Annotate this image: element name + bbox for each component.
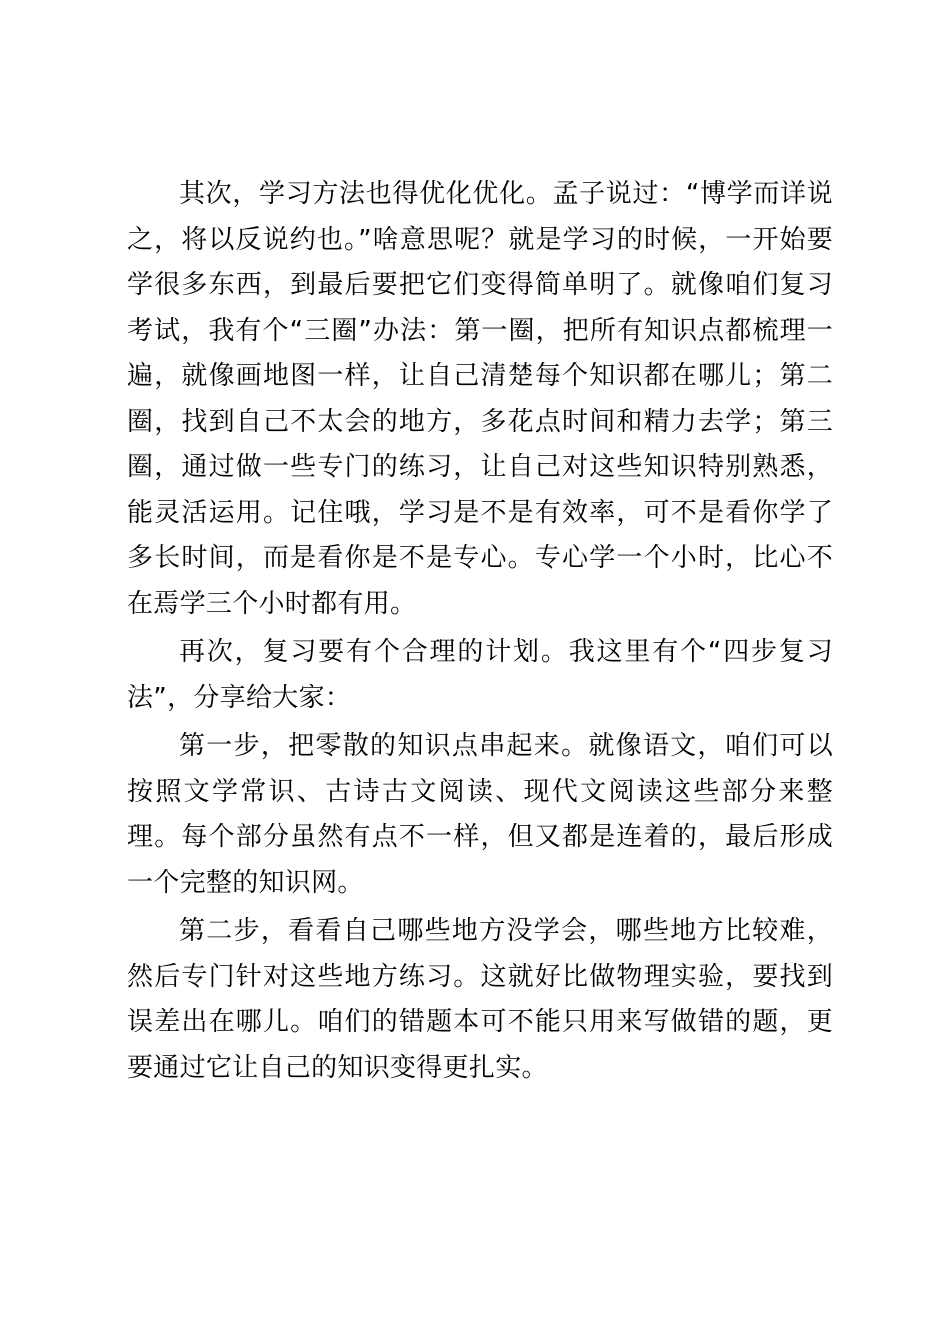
paragraph: 第二步，看看自己哪些地方没学会，哪些地方比较难，然后专门针对这些地方练习。这就好比做物理实验，要找到误差出在哪儿。咱们的错题本可不能只用来写做错的题，更要通过它让自己的知识变得更扎实。: [127, 916, 833, 1083]
paragraph: 其次，学习方法也得优化优化。孟子说过：“博学而详说之，将以反说约也。”啥意思呢？就是学习的时候，一开始要学很多东西，到最后要把它们变得简单明了。就像咱们复习考试，我有个“三圈”办法：第一圈，把所有知识点都梳理一遍，就像画地图一样，让自己清楚每个知识都在哪儿；第二圈，找到自己不太会的地方，多花点时间和精力去学；第三圈，通过做一些专门的练习，让自己对这些知识特别熟悉，能灵活运用。记住哦，学习是不是有效率，可不是看你学了多长时间，而是看你是不是专心。专心学一个小时，比心不在焉学三个小时都有用。: [127, 179, 833, 619]
document-body: [127, 172, 833, 1094]
paragraph: 再次，复习要有个合理的计划。我这里有个“四步复习法”，分享给大家：: [127, 637, 833, 713]
paragraph: 第一步，把零散的知识点串起来。就像语文，咱们可以按照文学常识、古诗古文阅读、现代文阅读这些部分来整理。每个部分虽然有点不一样，但又都是连着的，最后形成一个完整的知识网。: [127, 731, 833, 898]
